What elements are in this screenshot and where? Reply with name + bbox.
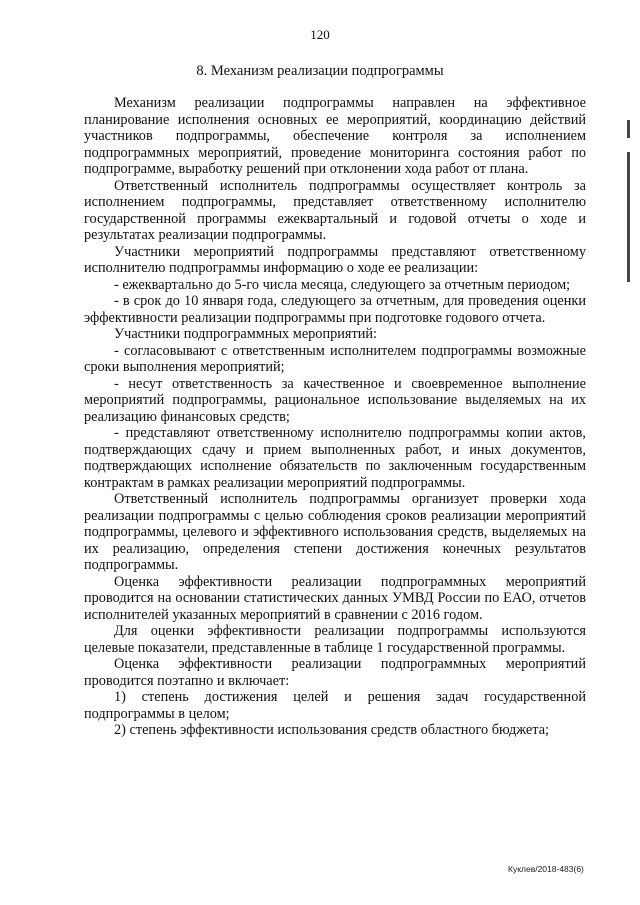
section-heading: 8. Механизм реализации подпрограммы <box>196 63 444 79</box>
scan-edge-mark <box>627 120 630 138</box>
paragraph: Участники подпрограммных мероприятий: <box>114 326 378 342</box>
list-item: - представляют ответственному исполнителю подпрограммы копии актов, подтверждающих сдачу и прием выполненных работ, и иных документов, подтверждающих исполнение обязательств по заключенным государственным контрактам в рамках реализации мероприятий подпрограммы. <box>84 425 586 491</box>
paragraph: Ответственный исполнитель подпрограммы осуществляет контроль за исполнением подпрограммы, представляет ответственному исполнителю государственной программы ежеквартальный и годовой отчеты о ходе и результатах реализации подпрограммы. <box>84 177 586 243</box>
paragraph: Механизм реализации подпрограммы направлен на эффективное планирование исполнения основных ее мероприятий, координацию действий участников подпрограммы, обеспечение контроля за исполнением подпрограммных мероприятий, проведение мониторинга состояния работ по подпрограмме, выработку решений при отклонении хода работ от плана. <box>84 95 586 177</box>
paragraph: Для оценки эффективности реализации подпрограммы используются целевые показатели, представленные в таблице 1 государственной программы. <box>84 623 586 656</box>
paragraph: Ответственный исполнитель подпрограммы организует проверки хода реализации подпрограммы с целью соблюдения сроков реализации мероприятий подпрограммы, целевого и эффективного использования средств, выделяемых на их реализацию, определения степени достижения конечных результатов подпрограммы. <box>84 491 586 573</box>
document-code: Куклев/2018-483(6) <box>508 864 584 874</box>
page-number: 120 <box>310 27 330 42</box>
paragraph: Участники мероприятий подпрограммы представляют ответственному исполнителю подпрограммы информацию о ходе ее реализации: <box>84 243 586 276</box>
paragraph: Оценка эффективности реализации подпрограммных мероприятий проводится на основании статистических данных УМВД России по ЕАО, отчетов исполнителей указанных мероприятий в сравнении с 2016 годом. <box>84 573 586 623</box>
list-item: 1) степень достижения целей и решения задач государственной подпрограммы в целом; <box>84 689 586 722</box>
list-item: - в срок до 10 января года, следующего за отчетным, для проведения оценки эффективности реализации подпрограммы при подготовке годового отчета. <box>84 293 586 326</box>
list-item: - согласовывают с ответственным исполнителем подпрограммы возможные сроки выполнения мероприятий; <box>84 342 586 375</box>
list-item: - ежеквартально до 5-го числа месяца, следующего за отчетным периодом; <box>114 276 571 293</box>
scan-edge-mark <box>627 152 630 282</box>
paragraph: Оценка эффективности реализации подпрограммных мероприятий проводится поэтапно и включает: <box>84 656 586 689</box>
list-item: - несут ответственность за качественное и своевременное выполнение мероприятий подпрограммы, рациональное использование выделяемых на их реализацию финансовых средств; <box>84 375 586 425</box>
list-item: 2) степень эффективности использования средств областного бюджета; <box>114 722 550 738</box>
document-body <box>84 95 586 739</box>
